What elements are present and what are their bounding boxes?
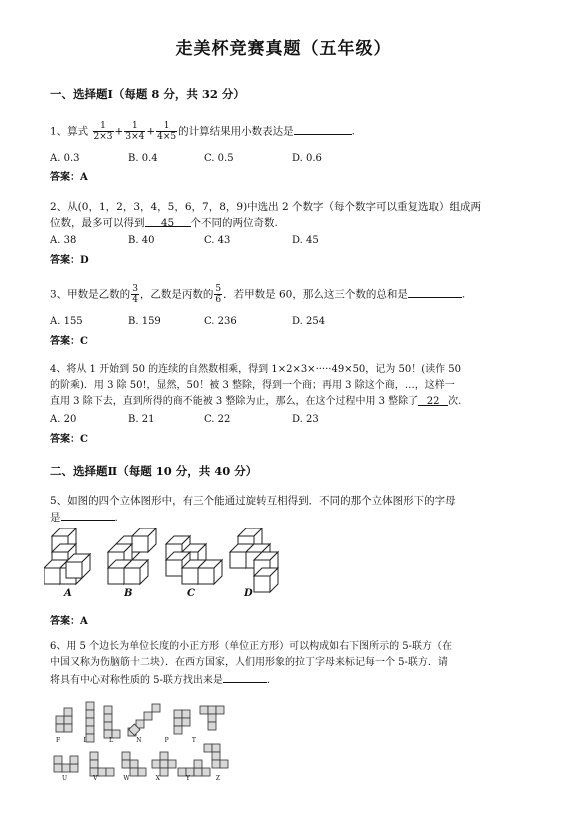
question-4-line-3: 直用 3 除下去，直到所得的商不能被 3 整除为止，那么，在这个过程中用 3 整除了 22 次.	[50, 396, 462, 407]
piece-letter: N	[136, 737, 142, 744]
option-a: A. 0.3	[50, 153, 80, 164]
question-3-post: ．若甲数是 60，那么这三个数的总和是	[223, 288, 408, 301]
figure-label-d: D	[244, 588, 253, 599]
option-a: A. 20	[50, 414, 77, 425]
option-d: D. 45	[292, 235, 319, 246]
pentomino-f	[56, 708, 72, 732]
fraction-2: $\frac{1}{3\times 4}$	[125, 121, 145, 142]
piece-letter: I	[83, 737, 86, 744]
figure-label-b: B	[124, 588, 133, 599]
question-1-suffix: 的计算结果用小数表达是	[178, 125, 294, 138]
answer-1: 答案：A	[50, 172, 88, 183]
question-1-prefix: 1、算式	[50, 125, 89, 138]
plus-sign: +	[146, 125, 156, 138]
option-c: C. 0.5	[204, 153, 234, 164]
question-4-options	[50, 414, 319, 425]
option-b: B. 40	[128, 235, 155, 246]
pentomino-x	[152, 752, 176, 776]
answer-blank	[408, 286, 462, 298]
option-d: D. 0.6	[292, 153, 322, 164]
pentomino-n	[128, 704, 160, 736]
figure-d	[230, 528, 278, 592]
fraction-3-4: $\frac{3}{4}$	[132, 284, 138, 305]
answer-2: 答案：D	[50, 255, 89, 266]
question-6-line-2: 中国又称为伤脑筋十二块）．在西方国家，人们用形象的拉丁字母来标记每一个 5-联方．请	[50, 657, 448, 668]
period: .	[461, 288, 466, 301]
option-d: D. 254	[292, 316, 326, 327]
question-6-line-3: 将具有中心对称性质的 5-联方找出来是 .	[50, 671, 520, 689]
option-b: B. 0.4	[128, 153, 158, 164]
option-c: C. 236	[204, 316, 237, 327]
question-5-line-2: 是 .	[50, 509, 500, 526]
pentomino-letters-top	[56, 737, 196, 744]
pentomino-letters-bottom	[62, 775, 220, 782]
fraction-3: $\frac{1}{4\times 5}$	[157, 121, 177, 142]
page-title: 走美杯竞赛真题（五年级）	[175, 39, 392, 59]
question-2-line-2: 位数，最多可以得到 45 个不同的两位奇数.	[50, 217, 278, 229]
piece-letter: F	[56, 737, 61, 744]
pentomino-w	[122, 752, 146, 776]
option-b: B. 159	[128, 316, 161, 327]
piece-letter: L	[108, 737, 113, 744]
answer-5: 答案：A	[50, 616, 88, 627]
option-d: D. 23	[292, 414, 319, 425]
question-5	[50, 493, 500, 526]
period: .	[351, 125, 355, 138]
pentomino-t	[200, 706, 224, 730]
option-a: A. 155	[50, 316, 83, 327]
piece-letter: Y	[185, 775, 190, 782]
question-3-mid: ，乙数是丙数的	[139, 288, 214, 301]
filled-blank: 22	[418, 394, 448, 406]
pentomino-i	[86, 702, 94, 742]
question-3-options	[50, 316, 325, 327]
figure-a	[44, 528, 90, 584]
cube-figures	[44, 528, 294, 600]
question-6	[50, 639, 520, 689]
question-4	[50, 362, 520, 410]
filled-blank: 45	[145, 215, 191, 227]
question-2-line-1: 2、从(0，1，2，3，4，5，6，7，8，9)中选出 2 个数字（每个数字可以重复选取）组成两	[50, 201, 482, 213]
pentomino-v	[90, 752, 114, 776]
pentomino-y	[178, 760, 210, 776]
question-3-text: 3、甲数是乙数的	[50, 288, 131, 301]
piece-letter: X	[155, 775, 160, 782]
piece-letter: T	[191, 737, 196, 744]
option-c: C. 43	[204, 235, 231, 246]
pentomino-z	[204, 744, 228, 768]
piece-letter: Z	[215, 775, 220, 782]
section-heading-2: 二、选择题Ⅱ（每题 10 分，共 40 分）	[50, 464, 258, 478]
piece-letter: V	[93, 775, 98, 782]
fraction-5-6: $\frac{5}{6}$	[215, 284, 222, 305]
question-1-options	[50, 153, 322, 164]
question-2	[50, 199, 500, 231]
answer-blank	[294, 123, 352, 135]
section-heading-1: 一、选择题Ⅰ（每题 8 分，共 32 分）	[50, 87, 245, 101]
figure-label-a: A	[64, 588, 72, 599]
question-3	[50, 284, 500, 305]
question-5-line-1: 5、如图的四个立体图形中，有三个能通过旋转互相得到．不同的那个立体图形下的字母	[50, 495, 456, 507]
answer-3: 答案：C	[50, 336, 88, 347]
fraction-1: $\frac{1}{2\times 3}$	[93, 121, 113, 142]
pentomino-l	[104, 706, 120, 738]
figure-label-c: C	[187, 588, 195, 599]
answer-4: 答案：C	[50, 434, 88, 445]
question-4-line-1: 4、将从 1 开始到 50 的连续的自然数相乘，得到 1×2×3×·····49×50，记为 50！(读作 50	[50, 364, 461, 375]
pentomino-u	[54, 756, 78, 772]
question-1	[50, 121, 490, 142]
figure-c	[166, 536, 222, 584]
piece-letter: P	[164, 737, 169, 744]
answer-blank	[223, 671, 267, 683]
plus-sign: +	[114, 125, 124, 138]
piece-letter: W	[123, 775, 130, 782]
question-2-options	[50, 235, 319, 246]
pentomino-p	[174, 710, 190, 734]
answer-blank	[61, 509, 115, 521]
figure-b	[108, 528, 156, 584]
piece-letter: U	[62, 775, 68, 782]
option-b: B. 21	[128, 414, 155, 425]
option-a: A. 38	[50, 235, 77, 246]
option-c: C. 22	[204, 414, 231, 425]
question-6-line-1: 6、用 5 个边长为单位长度的小正方形（单位正方形）可以构成如右下图所示的 5-联方（在	[50, 641, 453, 652]
question-4-line-2: 的阶乘)．用 3 除 50!，显然，50！被 3 整除，得到一个商；再用 3 除这个商，…，这样一	[50, 380, 455, 391]
